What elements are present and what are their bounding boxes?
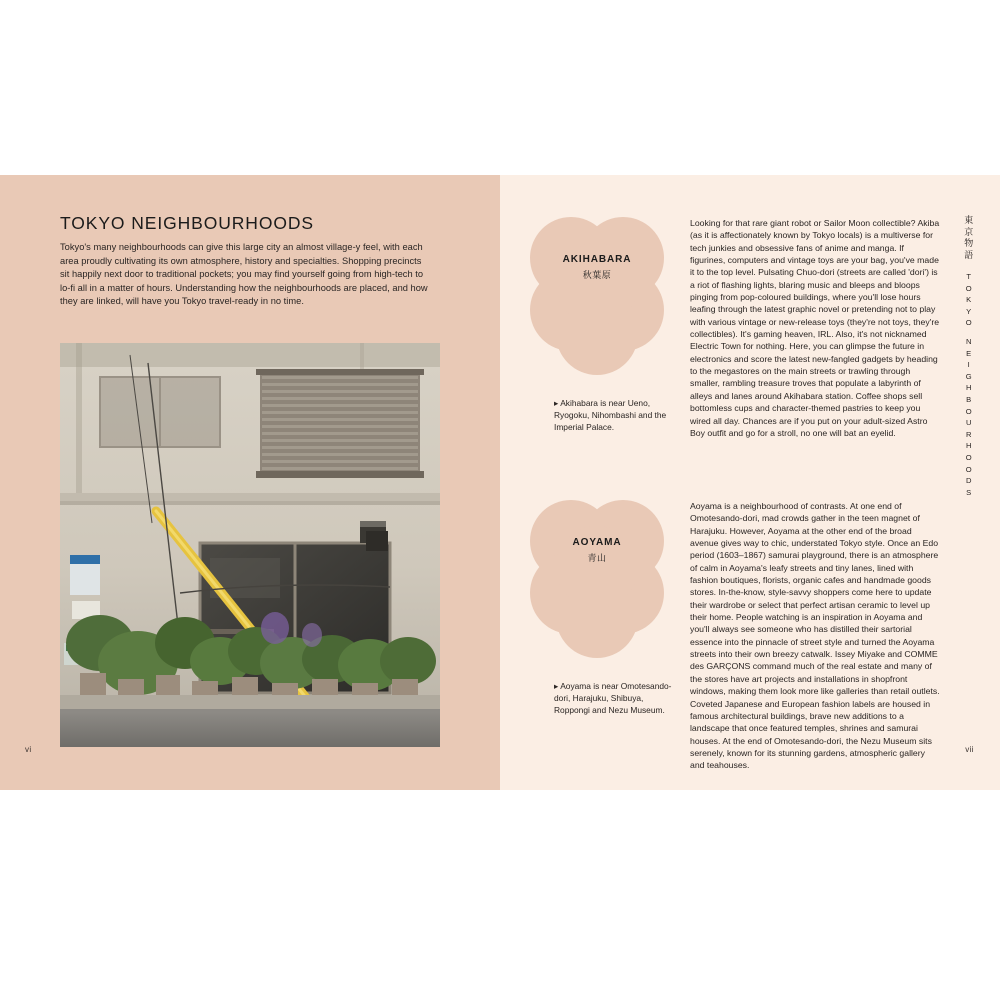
intro-paragraph: Tokyo's many neighbourhoods can give this large city an almost village-y feel, with each area proudly cultivating its own atmosphere, history and specialties. Shopping precincts sit happily next door to traditional pockets; you may find yourself going from high-tech to lo-fi all in a matter of hours. Understanding how the neighbourhoods are placed, and how they are linked, will have you Tokyo travel-ready in no time. <box>60 242 428 307</box>
entry-name-japanese: 秋葉原 <box>582 270 612 280</box>
entry-name: AOYAMA <box>572 537 622 548</box>
entry-body: Looking for that rare giant robot or Sailor Moon collectible? Akiba (as it is affectionately known by Tokyo locals) is a multiverse for tech junkies and obsessive fans of anime and manga. If figurines, computers and vintage toys are your bag, you've made it to the top level. Pulsating Chuo-dori (streets are called 'dori') is a riot of flashing lights, blaring music and bleeps and bloops pinging from pop-coloured buildings, where you'll lose hours leafing through the latest graphic novel or pretending not to play with various vintage or new-release toys (they're not toys, they're collectibles). It's gaming heaven, IRL. Also, it's not nicknamed Electric Town for nothing. Here, you can glimpse the future in electronics and score the latest new-fangled gadgets by heading to the megastores on the main streets or trawling through smaller, rambling treasure troves that populate a labyrinth of alleys and lanes around Akihabara station. Coffee shops sell bottomless cups and character-themed pastries to keep you wired all day. Chances are if you put on your adult-sized Astro Boy outfit and go for a stroll, no one will bat an eyelid. <box>690 218 940 438</box>
entry-body: Aoyama is a neighbourhood of contrasts. At one end of Omotesando-dori, mad crowds gather in the teen magnet of Harajuku. However, Aoyama at the other end of the broad avenue gives way to chic, understated Tokyo style. Once an Edo period (1603–1867) samurai playground, there is an atmosphere of calm in Aoyama's leafy streets and tiny lanes, lined with fashion boutiques, florists, organic cafes and handmade goods stores. In-the-know, style-savvy shoppers come here to update their wardrobe or select that perfect artisan ceramic to level up their home. People watching is an inspiration in Aoyama and you'll always see someone who has distilled their sartorial essence into the pinnacle of street style and turned the Aoyama streets into their own breezy catwalk. Issey Miyake and COMME des GARÇONS command much of the real estate and many of the stores have art projects and installations in shopfront windows, making them look more like galleries than retail outlets. Coveted Japanese and European fashion labels are housed in famous architectural buildings, brave new additions to a landscape that once featured temples, shrines and samurai houses. At the end of Omotesando-dori, the Nezu Museum sits serenely, known for its stunning gardens, atmospheric gallery and teahouses. <box>690 501 940 771</box>
bullet-icon: ▸ <box>554 681 559 691</box>
folio-right: vii <box>965 745 974 754</box>
entry-location-note <box>554 680 672 717</box>
badge-label <box>530 254 664 281</box>
folio-left: vi <box>25 745 32 754</box>
clover-shape-icon <box>530 500 664 658</box>
entry-badge <box>530 217 685 433</box>
book-spread <box>0 175 1000 790</box>
running-head-japanese: 東 京 物 語 <box>964 215 974 260</box>
entry-badge <box>530 500 685 716</box>
left-page <box>0 175 500 790</box>
entry-location-note <box>554 397 672 434</box>
entry-location-text: Akihabara is near Ueno, Ryogoku, Nihombashi and the Imperial Palace. <box>554 398 667 433</box>
page-title: TOKYO NEIGHBOURHOODS <box>60 213 314 233</box>
entry-location-text: Aoyama is near Omotesando-dori, Harajuku, Shibuya, Roppongi and Nezu Museum. <box>554 681 672 716</box>
running-head-english: T O K Y O N E I G H B O U R H O O D S <box>965 272 973 497</box>
running-head <box>958 215 980 498</box>
photo-illustration <box>60 343 440 747</box>
bullet-icon: ▸ <box>554 398 559 408</box>
neighbourhood-photo <box>60 343 440 747</box>
entry-name: AKIHABARA <box>562 254 632 265</box>
badge-label <box>530 537 664 564</box>
entry-name-japanese: 青山 <box>587 553 607 563</box>
right-page <box>500 175 1000 790</box>
clover-shape-icon <box>530 217 664 375</box>
